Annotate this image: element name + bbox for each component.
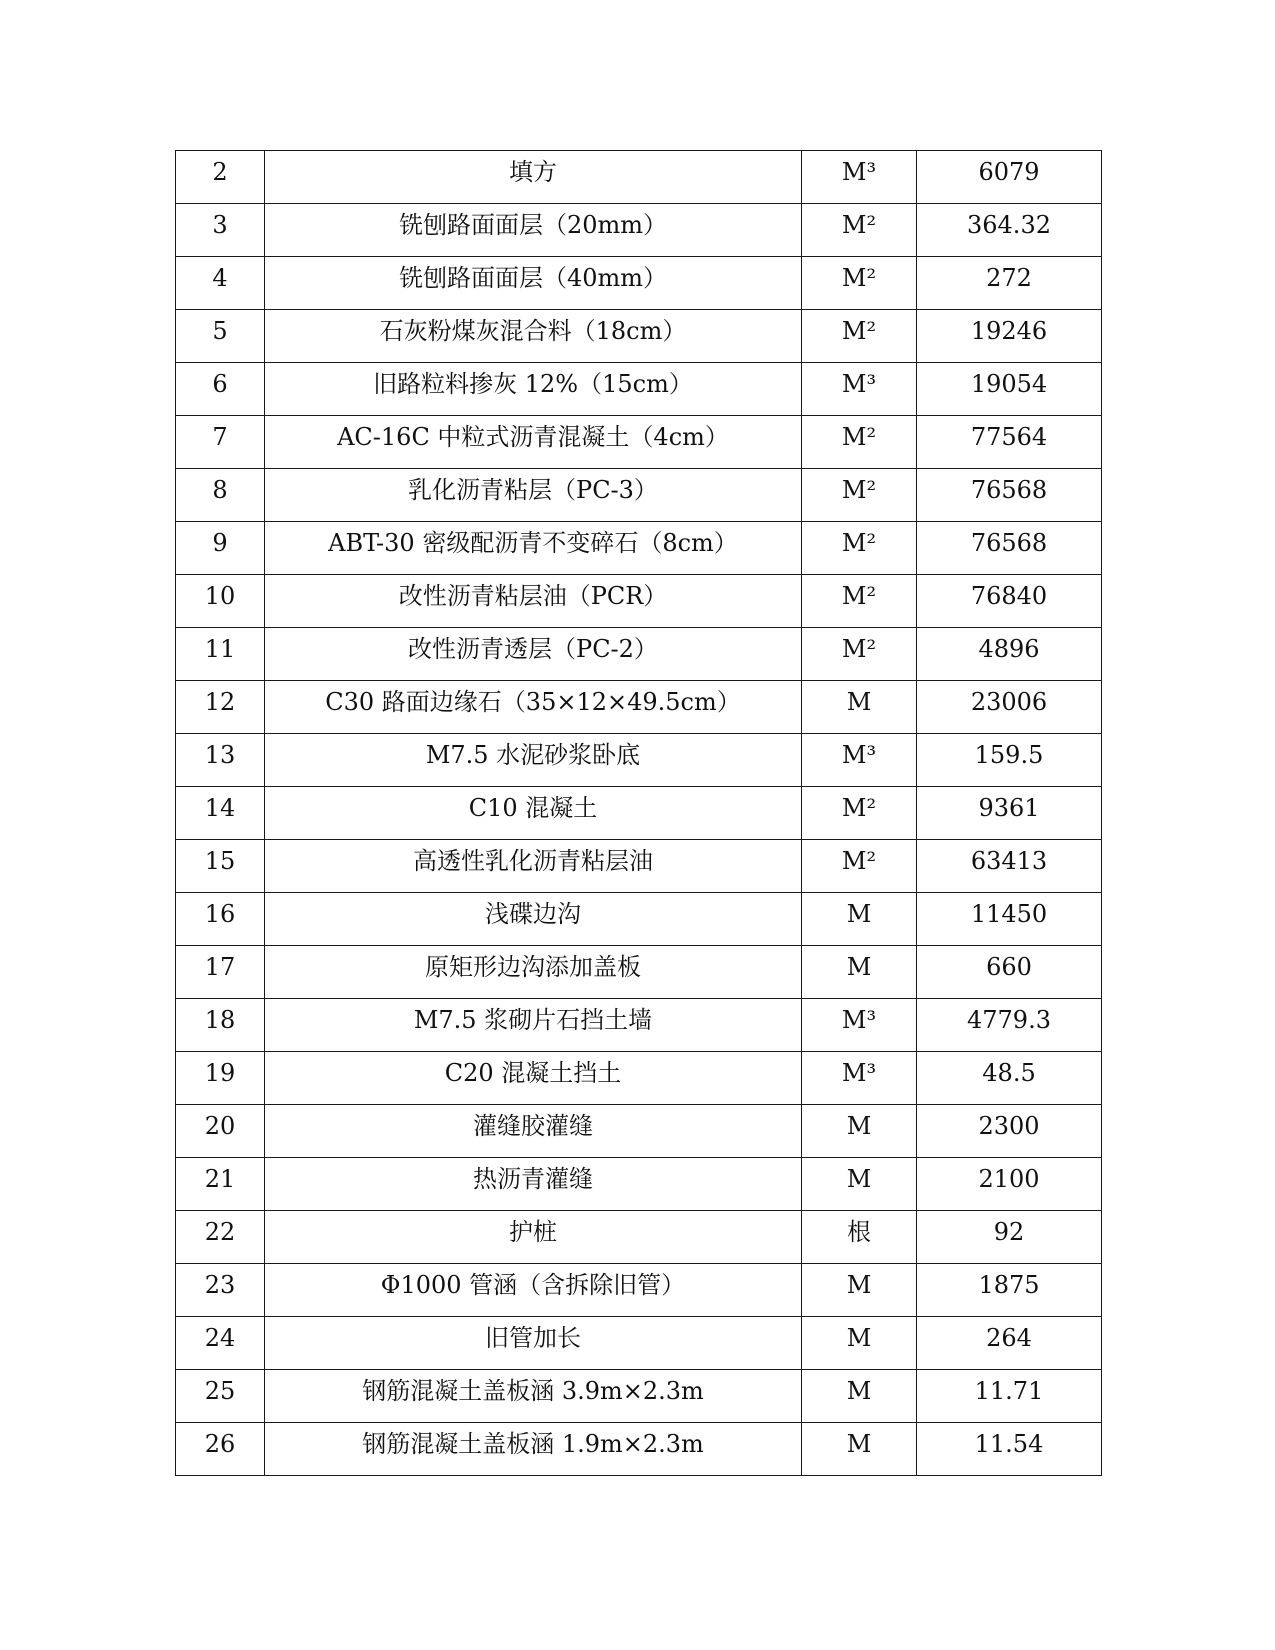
row-number-cell: 3 — [176, 204, 265, 257]
item-name-cell: 改性沥青透层（PC-2） — [265, 628, 802, 681]
quantity-cell: 77564 — [917, 416, 1102, 469]
item-name-cell: 改性沥青粘层油（PCR） — [265, 575, 802, 628]
quantity-cell: 660 — [917, 946, 1102, 999]
quantity-cell: 11.54 — [917, 1423, 1102, 1476]
item-name-cell: 旧路粒料掺灰 12%（15cm） — [265, 363, 802, 416]
row-number-cell: 14 — [176, 787, 265, 840]
quantity-cell: 11450 — [917, 893, 1102, 946]
unit-cell: M² — [802, 416, 917, 469]
row-number-cell: 10 — [176, 575, 265, 628]
quantity-cell: 2100 — [917, 1158, 1102, 1211]
table-row — [176, 681, 1102, 734]
item-name-cell: 乳化沥青粘层（PC-3） — [265, 469, 802, 522]
row-number-cell: 16 — [176, 893, 265, 946]
row-number-cell: 2 — [176, 151, 265, 204]
unit-cell: M² — [802, 469, 917, 522]
table-row — [176, 363, 1102, 416]
row-number-cell: 7 — [176, 416, 265, 469]
item-name-cell: ABT-30 密级配沥青不变碎石（8cm） — [265, 522, 802, 575]
quantity-cell: 159.5 — [917, 734, 1102, 787]
quantity-cell: 272 — [917, 257, 1102, 310]
table-row — [176, 1105, 1102, 1158]
unit-cell: M³ — [802, 363, 917, 416]
row-number-cell: 25 — [176, 1370, 265, 1423]
unit-cell: M³ — [802, 151, 917, 204]
table-row — [176, 522, 1102, 575]
table-row — [176, 416, 1102, 469]
unit-cell: M — [802, 1264, 917, 1317]
table-body — [176, 151, 1102, 1476]
quantity-cell: 364.32 — [917, 204, 1102, 257]
table-row — [176, 151, 1102, 204]
table-row — [176, 1052, 1102, 1105]
table-row — [176, 1370, 1102, 1423]
unit-cell: M² — [802, 840, 917, 893]
row-number-cell: 6 — [176, 363, 265, 416]
row-number-cell: 23 — [176, 1264, 265, 1317]
item-name-cell: 钢筋混凝土盖板涵 1.9m×2.3m — [265, 1423, 802, 1476]
table-row — [176, 1158, 1102, 1211]
row-number-cell: 4 — [176, 257, 265, 310]
item-name-cell: C10 混凝土 — [265, 787, 802, 840]
row-number-cell: 19 — [176, 1052, 265, 1105]
unit-cell: M² — [802, 204, 917, 257]
unit-cell: M³ — [802, 999, 917, 1052]
row-number-cell: 26 — [176, 1423, 265, 1476]
table-row — [176, 469, 1102, 522]
quantity-cell: 1875 — [917, 1264, 1102, 1317]
unit-cell: M — [802, 946, 917, 999]
row-number-cell: 22 — [176, 1211, 265, 1264]
item-name-cell: 原矩形边沟添加盖板 — [265, 946, 802, 999]
item-name-cell: M7.5 浆砌片石挡土墙 — [265, 999, 802, 1052]
table-row — [176, 257, 1102, 310]
unit-cell: M — [802, 893, 917, 946]
item-name-cell: 护桩 — [265, 1211, 802, 1264]
table-row — [176, 840, 1102, 893]
quantity-cell: 76568 — [917, 522, 1102, 575]
item-name-cell: 浅碟边沟 — [265, 893, 802, 946]
unit-cell: M² — [802, 787, 917, 840]
table-row — [176, 787, 1102, 840]
unit-cell: M³ — [802, 1052, 917, 1105]
row-number-cell: 9 — [176, 522, 265, 575]
quantity-cell: 19246 — [917, 310, 1102, 363]
table-row — [176, 946, 1102, 999]
quantity-cell: 6079 — [917, 151, 1102, 204]
item-name-cell: 旧管加长 — [265, 1317, 802, 1370]
unit-cell: M² — [802, 257, 917, 310]
unit-cell: M² — [802, 310, 917, 363]
table-row — [176, 1317, 1102, 1370]
quantity-cell: 4779.3 — [917, 999, 1102, 1052]
table-row — [176, 1211, 1102, 1264]
item-name-cell: 灌缝胶灌缝 — [265, 1105, 802, 1158]
quantity-cell: 4896 — [917, 628, 1102, 681]
item-name-cell: 热沥青灌缝 — [265, 1158, 802, 1211]
item-name-cell: AC-16C 中粒式沥青混凝土（4cm） — [265, 416, 802, 469]
row-number-cell: 17 — [176, 946, 265, 999]
row-number-cell: 12 — [176, 681, 265, 734]
table-row — [176, 734, 1102, 787]
row-number-cell: 18 — [176, 999, 265, 1052]
row-number-cell: 8 — [176, 469, 265, 522]
quantity-cell: 11.71 — [917, 1370, 1102, 1423]
table-row — [176, 1423, 1102, 1476]
row-number-cell: 24 — [176, 1317, 265, 1370]
quantity-cell: 9361 — [917, 787, 1102, 840]
table-row — [176, 204, 1102, 257]
row-number-cell: 21 — [176, 1158, 265, 1211]
item-name-cell: 填方 — [265, 151, 802, 204]
unit-cell: M — [802, 1423, 917, 1476]
quantity-cell: 76568 — [917, 469, 1102, 522]
quantity-cell: 76840 — [917, 575, 1102, 628]
unit-cell: M² — [802, 628, 917, 681]
quantity-table — [175, 150, 1102, 1476]
table-row — [176, 1264, 1102, 1317]
table-row — [176, 893, 1102, 946]
item-name-cell: C20 混凝土挡土 — [265, 1052, 802, 1105]
item-name-cell: Φ1000 管涵（含拆除旧管） — [265, 1264, 802, 1317]
item-name-cell: M7.5 水泥砂浆卧底 — [265, 734, 802, 787]
quantity-cell: 2300 — [917, 1105, 1102, 1158]
item-name-cell: 铣刨路面面层（20mm） — [265, 204, 802, 257]
quantity-cell: 19054 — [917, 363, 1102, 416]
unit-cell: M — [802, 681, 917, 734]
item-name-cell: 高透性乳化沥青粘层油 — [265, 840, 802, 893]
item-name-cell: 铣刨路面面层（40mm） — [265, 257, 802, 310]
item-name-cell: 石灰粉煤灰混合料（18cm） — [265, 310, 802, 363]
unit-cell: M² — [802, 522, 917, 575]
quantity-cell: 48.5 — [917, 1052, 1102, 1105]
unit-cell: 根 — [802, 1211, 917, 1264]
row-number-cell: 5 — [176, 310, 265, 363]
row-number-cell: 20 — [176, 1105, 265, 1158]
row-number-cell: 11 — [176, 628, 265, 681]
unit-cell: M² — [802, 575, 917, 628]
unit-cell: M — [802, 1158, 917, 1211]
row-number-cell: 15 — [176, 840, 265, 893]
table-row — [176, 310, 1102, 363]
item-name-cell: C30 路面边缘石（35×12×49.5cm） — [265, 681, 802, 734]
unit-cell: M — [802, 1370, 917, 1423]
quantity-cell: 92 — [917, 1211, 1102, 1264]
table-row — [176, 575, 1102, 628]
unit-cell: M — [802, 1105, 917, 1158]
quantity-cell: 63413 — [917, 840, 1102, 893]
quantity-cell: 264 — [917, 1317, 1102, 1370]
unit-cell: M³ — [802, 734, 917, 787]
table-row — [176, 999, 1102, 1052]
table-row — [176, 628, 1102, 681]
row-number-cell: 13 — [176, 734, 265, 787]
item-name-cell: 钢筋混凝土盖板涵 3.9m×2.3m — [265, 1370, 802, 1423]
unit-cell: M — [802, 1317, 917, 1370]
quantity-cell: 23006 — [917, 681, 1102, 734]
